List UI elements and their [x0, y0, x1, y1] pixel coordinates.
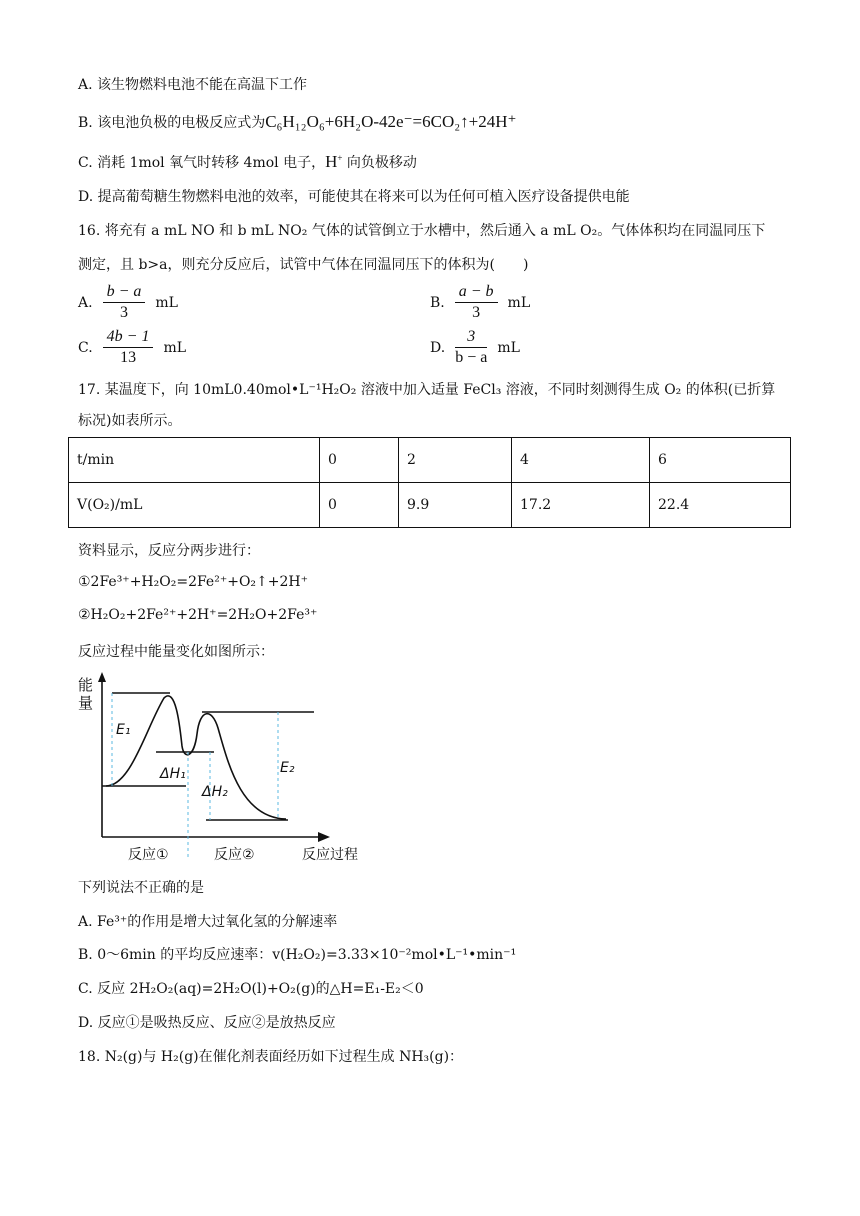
table-row	[69, 438, 791, 483]
q16-option-a	[78, 282, 178, 323]
q16-option-a-numerator: b − a	[103, 282, 146, 303]
label-dh1: ΔH₁	[160, 766, 186, 782]
figure-intro: 反应过程中能量变化如图所示：	[78, 644, 274, 660]
table-cell: 0	[320, 438, 399, 483]
info-intro: 资料显示，反应分两步进行：	[78, 543, 260, 559]
q16-stem-line2: 测定，且 b>a，则充分反应后，试管中气体在同温同压下的体积为( )	[78, 257, 529, 273]
q16-option-b	[430, 282, 530, 323]
q16-option-c-numerator: 4b − 1	[103, 327, 154, 348]
option-15c	[78, 152, 417, 172]
table-cell: 4	[512, 438, 650, 483]
q17-stem-line2: 标况)如表所示。	[78, 413, 182, 429]
stage-1-label: 反应①	[128, 847, 169, 863]
q16-option-d-label: D.	[430, 339, 446, 356]
label-e1: E₁	[116, 722, 131, 738]
option-15a: A. 该生物燃料电池不能在高温下工作	[78, 77, 308, 93]
option-15c-text: C. 消耗 1mol 氧气时转移 4mol 电子，	[78, 155, 326, 171]
q17-choice-b: B. 0～6min 的平均反应速率：v(H₂O₂)=3.33×10⁻²mol•L⁻¹•min⁻¹	[78, 947, 517, 963]
reaction-step-2: ②H₂O₂+2Fe²⁺+2H⁺=2H₂O+2Fe³⁺	[78, 607, 318, 623]
stage-2-label: 反应②	[214, 847, 255, 863]
q16-option-c-label: C.	[78, 339, 93, 356]
oxygen-volume-table	[68, 437, 791, 528]
reaction-step-1: ①2Fe³⁺+H₂O₂=2Fe²⁺+O₂↑+2H⁺	[78, 574, 308, 590]
q16-stem-line1: 16. 将充有 a mL NO 和 b mL NO₂ 气体的试管倒立于水槽中，然后通入 a mL O₂。气体体积均在同温同压下	[78, 223, 766, 239]
q16-option-a-unit: mL	[155, 294, 178, 311]
q16-option-b-denominator: 3	[472, 304, 481, 321]
q16-option-c	[78, 327, 186, 368]
q16-option-a-fraction	[103, 282, 146, 323]
table-cell: V(O₂)/mL	[69, 483, 320, 528]
table-row	[69, 483, 791, 528]
y-label-1: 能	[78, 676, 94, 694]
y-label-2: 量	[78, 694, 94, 712]
q16-option-d-denominator: b − a	[455, 349, 488, 366]
table-cell: t/min	[69, 438, 320, 483]
y-axis-arrow	[98, 672, 106, 682]
q16-option-b-numerator: a − b	[455, 282, 498, 303]
q16-option-b-fraction	[455, 282, 498, 323]
x-axis-label: 反应过程	[302, 847, 358, 863]
label-dh2: ΔH₂	[202, 784, 228, 800]
q18-stem: 18. N₂(g)与 H₂(g)在催化剂表面经历如下过程生成 NH₃(g)：	[78, 1049, 464, 1065]
option-15b	[78, 112, 517, 132]
hydrogen-ion: H+	[325, 152, 343, 171]
table-cell: 0	[320, 483, 399, 528]
q16-option-a-label: A.	[78, 294, 93, 311]
option-15b-text: B. 该电池负极的电极反应式为	[78, 115, 266, 131]
q16-option-d-numerator: 3	[455, 327, 487, 348]
q16-option-c-unit: mL	[163, 339, 187, 356]
q17-stem-line1: 17. 某温度下，向 10mL0.40mol•L⁻¹H₂O₂ 溶液中加入适量 FeCl₃ 溶液，不同时刻测得生成 O₂ 的体积(已折算	[78, 382, 776, 398]
reaction-curve	[106, 696, 286, 819]
label-e2: E₂	[280, 760, 295, 776]
q16-option-d-fraction	[455, 327, 487, 368]
option-15d: D. 提高葡萄糖生物燃料电池的效率，可能使其在将来可以为任何可植入医疗设备提供电能	[78, 189, 630, 205]
q16-option-d-unit: mL	[497, 339, 520, 356]
table-cell: 22.4	[650, 483, 791, 528]
table-cell: 2	[399, 438, 512, 483]
table-cell: 9.9	[399, 483, 512, 528]
q16-option-c-denominator: 13	[120, 349, 137, 366]
option-15b-equation: C₆H₁₂O₆+6H₂O-42e⁻=6CO₂↑+24H⁺	[265, 112, 517, 131]
q16-option-a-denominator: 3	[119, 304, 128, 321]
table-cell: 6	[650, 438, 791, 483]
q16-option-b-unit: mL	[507, 294, 531, 311]
q16-option-c-fraction	[103, 327, 154, 368]
q17-question: 下列说法不正确的是	[78, 880, 204, 896]
option-15c-suffix: 向负极移动	[346, 155, 417, 171]
q16-option-d	[430, 327, 520, 368]
q17-choice-a: A. Fe³⁺的作用是增大过氧化氢的分解速率	[78, 914, 338, 930]
energy-diagram	[76, 668, 376, 868]
q16-option-b-label: B.	[430, 294, 445, 311]
q17-choice-c: C. 反应 2H₂O₂(aq)=2H₂O(l)+O₂(g)的△H=E₁-E₂＜0	[78, 981, 424, 997]
table-cell: 17.2	[512, 483, 650, 528]
q17-choice-d: D. 反应①是吸热反应、反应②是放热反应	[78, 1015, 336, 1031]
x-axis-arrow	[318, 832, 330, 842]
